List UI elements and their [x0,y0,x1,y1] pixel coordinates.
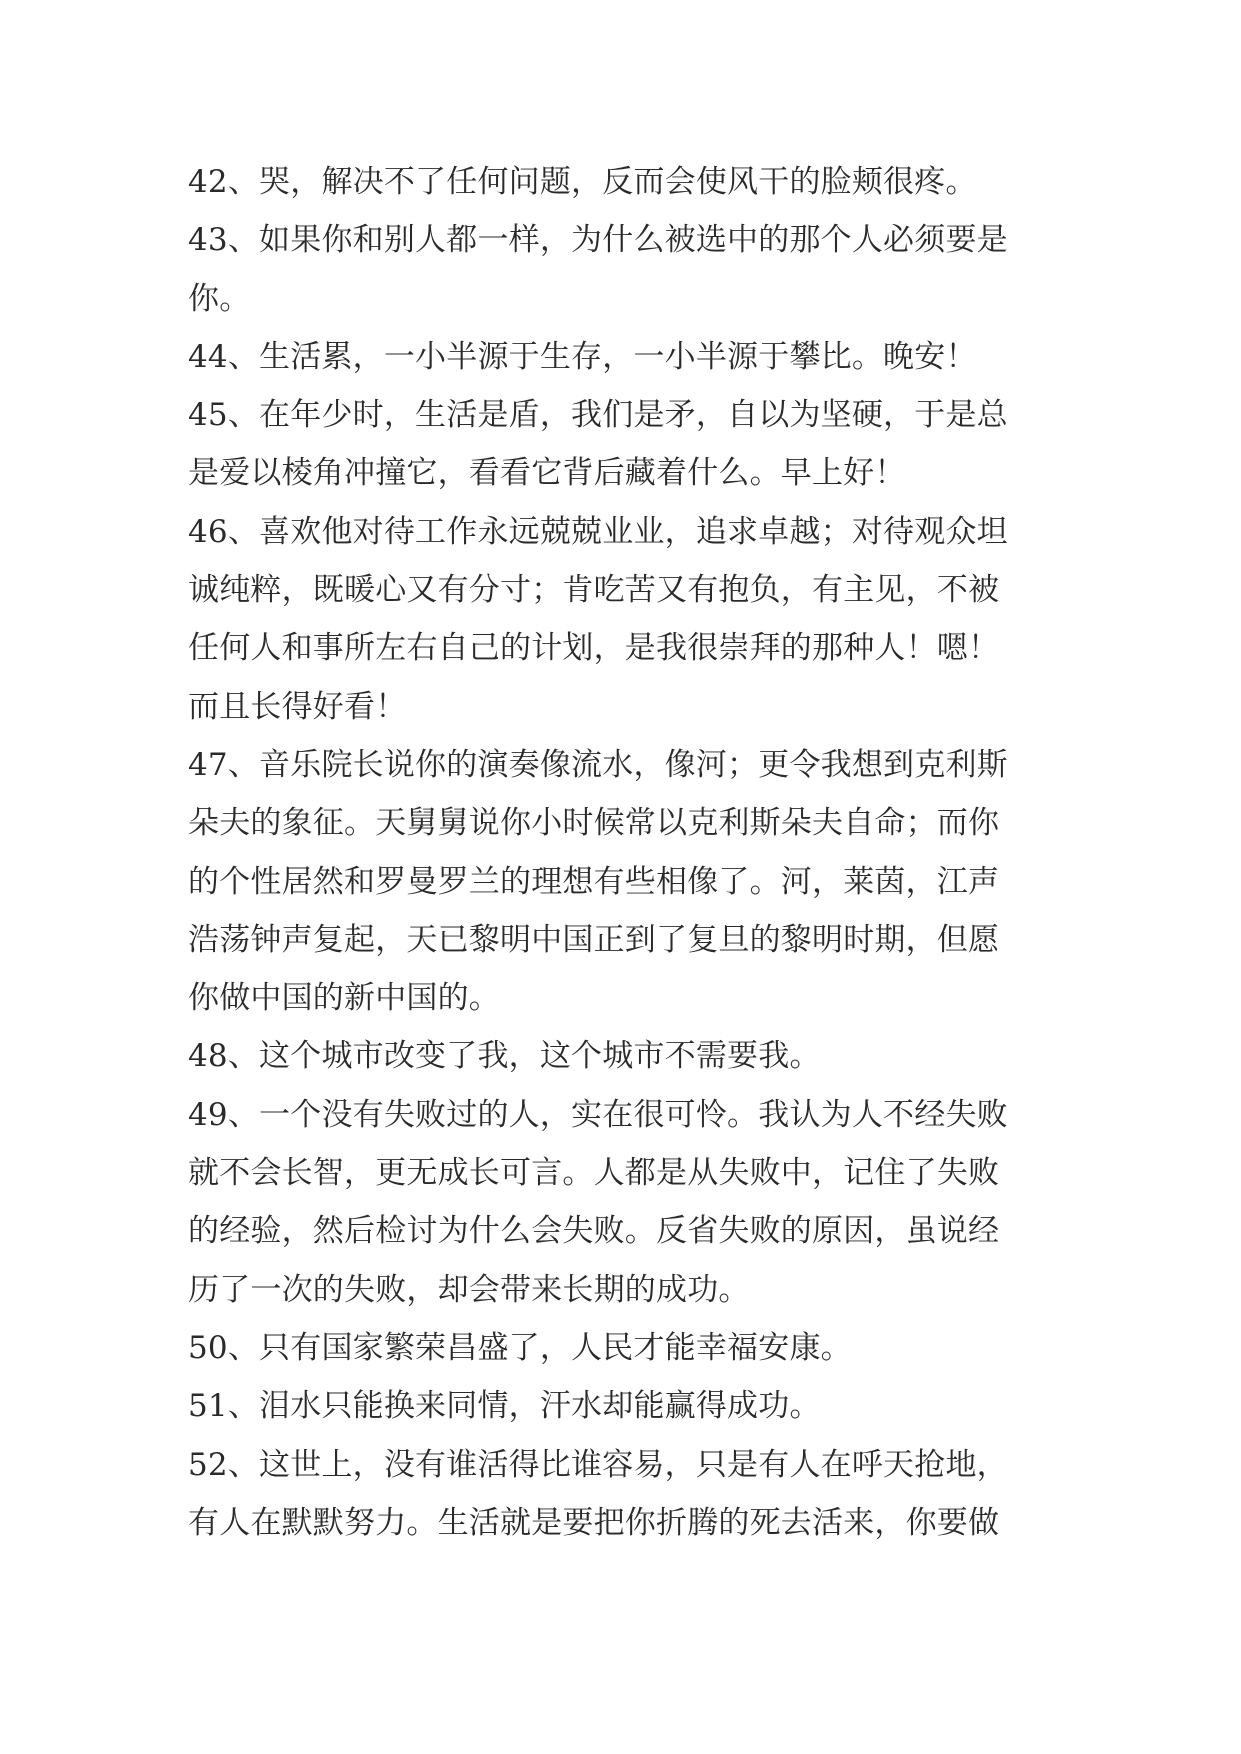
text-line: 43、如果你和别人都一样，为什么被选中的那个人必须要是 [188,222,1008,259]
text-line: 42、哭，解决不了任何问题，反而会使风干的脸颊很疼。 [188,164,977,200]
text-line: 就不会长智，更无成长可言。人都是从失败中，记住了失败 [188,1155,1000,1192]
text-line: 朵夫的象征。天舅舅说你小时候常以克利斯朵夫自命；而你 [188,805,1000,842]
text-line: 历了一次的失败，却会带来长期的成功。 [188,1271,750,1308]
text-line: 47、音乐院长说你的演奏像流水，像河；更令我想到克利斯 [188,746,1008,783]
text-line: 而且长得好看！ [188,688,407,725]
text-line: 的个性居然和罗曼罗兰的理想有些相像了。河，莱茵，江声 [188,863,1000,900]
text-line: 50、只有国家繁荣昌盛了，人民才能幸福安康。 [188,1329,852,1366]
text-line: 是爱以棱角冲撞它，看看它背后藏着什么。早上好！ [188,455,906,492]
text-line: 任何人和事所左右自己的计划，是我很崇拜的那种人！嗯！ [188,630,1000,667]
text-line: 有人在默默努力。生活就是要把你折腾的死去活来，你要做 [188,1504,1000,1541]
text-line: 诚纯粹，既暖心又有分寸；肯吃苦又有抱负，有主见，不被 [188,572,1000,609]
text-line: 你。 [188,280,251,317]
text-line: 46、喜欢他对待工作永远兢兢业业，追求卓越；对待观众坦 [188,513,1008,550]
text-line: 48、这个城市改变了我，这个城市不需要我。 [188,1038,821,1075]
text-line: 52、这世上，没有谁活得比谁容易，只是有人在呼天抢地， [188,1446,1008,1483]
text-line: 45、在年少时，生活是盾，我们是矛，自以为坚硬，于是总 [188,397,1008,434]
text-line: 浩荡钟声复起，天已黎明中国正到了复旦的黎明时期，但愿 [188,921,1000,958]
text-line: 的经验，然后检讨为什么会失败。反省失败的原因，虽说经 [188,1213,1000,1250]
text-line: 51、泪水只能换来同情，汗水却能赢得成功。 [188,1388,821,1425]
text-line: 你做中国的新中国的。 [188,980,500,1017]
document-body [188,153,1068,1552]
text-line: 49、一个没有失败过的人，实在很可怜。我认为人不经失败 [188,1096,1008,1133]
text-line: 44、生活累，一小半源于生存，一小半源于攀比。晚安！ [188,338,977,375]
